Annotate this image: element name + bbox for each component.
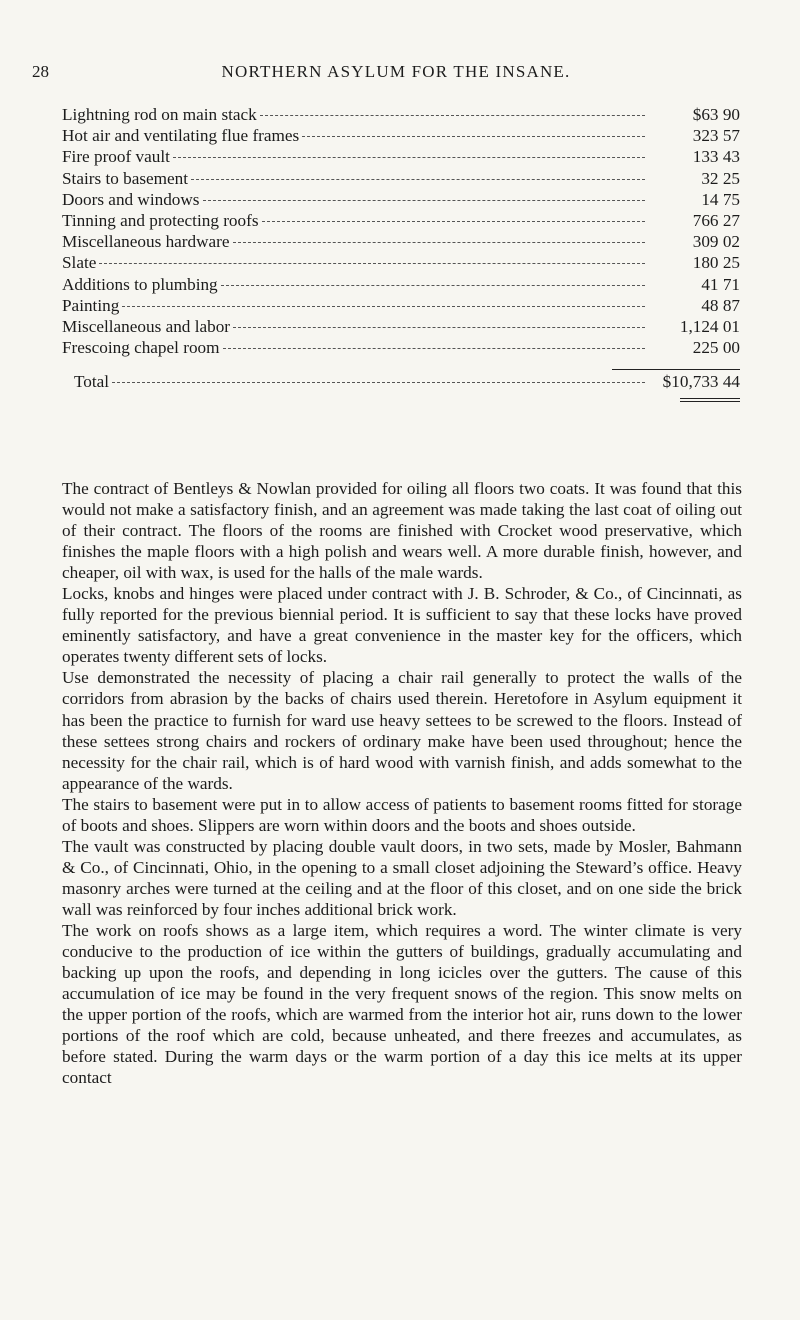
ledger-total-row [62,372,740,393]
dot-leader [233,327,645,328]
ledger-item-label: Miscellaneous and labor [62,316,231,336]
ledger-row [62,338,740,359]
paragraph: The vault was constructed by placing double vault doors, in two sets, made by Mosler, Bahmann & Co., of Cincinnati, Ohio, in the opening to a small closet adjoining the Steward’s office. Heavy masonry arches were turned at the ceiling and at the floor of this closet, and on one side the brick wall was reinforced by four inches additional brick work. [62,836,742,919]
ledger-row [62,126,740,147]
ledger-row [62,211,740,232]
double-rule [680,398,740,399]
ledger-row [62,253,740,274]
ledger-row [62,105,740,126]
ledger-item-label: Stairs to basement [62,168,189,188]
dot-leader [233,242,645,243]
ledger-row [62,317,740,338]
ledger-item-label: Fire proof vault [62,147,170,167]
ledger-item-label: Painting [62,295,120,315]
paragraph: Use demonstrated the necessity of placing a chair rail generally to protect the walls of the corridors from abrasion by the backs of chairs used therein. Heretofore in Asylum equipment it has been the practice to furnish for ward use heavy settees to be screwed to the floors. Instead of these settees strong chairs and rockers of ordinary make have been used throughout; hence the necessity for the chair rail, which is of hard wood with varnish finish, and adds somewhat to the appearance of the wards. [62,668,742,793]
ledger-item-amount: 323 57 [692,126,740,146]
dot-leader [99,263,645,264]
ledger-row [62,147,740,168]
dot-leader [122,306,645,307]
dot-leader [203,200,646,201]
ledger-row [62,232,740,253]
total-amount: $10,733 44 [662,372,740,392]
paragraph: The stairs to basement were put in to allow access of patients to basement rooms fitted for storage of boots and shoes. Slippers are worn within doors and the boots and shoes outside. [62,794,742,835]
ledger-item-label: Tinning and protecting roofs [62,210,259,230]
ledger-item-amount: 133 43 [692,147,740,167]
ledger-item-amount: 1,124 01 [679,316,740,336]
expense-ledger [62,105,740,402]
dot-leader [112,382,645,383]
ledger-item-label: Frescoing chapel room [62,338,220,358]
ledger-row [62,275,740,296]
ledger-item-amount: 309 02 [692,232,740,252]
paragraph: The work on roofs shows as a large item, which requires a word. The winter climate is very conducive to the production of ice within the gutters of buildings, gradually accumulating and backing up upon the roofs, and depending in long icicles over the gutters. The cause of this accumulation of ice may be found in the very frequent snows of the region. This snow melts on the upper portion of the roofs, which are warmed from the interior hot air, runs down to the lower portions of the roof which are cold, because unheated, and there freezes and accumulates, as before stated. During the warm days or the warm portion of a day this ice melts at its upper contact [62,920,742,1088]
body-text [62,478,742,1088]
ledger-item-amount: 14 75 [701,189,740,209]
dot-leader [191,179,645,180]
paragraph: Locks, knobs and hinges were placed under contract with J. B. Schroder, & Co., of Cincinnati, as fully reported for the previous biennial period. It is sufficient to say that these locks have proved eminently satisfactory, and have a great convenience in the master key for the officers, which operates twenty different sets of locks. [62,584,742,667]
ledger-row [62,169,740,190]
dot-leader [260,115,645,116]
ledger-item-label: Additions to plumbing [62,274,218,294]
ledger-item-label: Hot air and ventilating flue frames [62,126,300,146]
ledger-item-amount: 180 25 [692,253,740,273]
ledger-row [62,296,740,317]
ledger-item-amount: 48 87 [701,295,740,315]
ledger-item-amount: 32 25 [701,168,740,188]
double-rule [680,401,740,402]
ledger-item-amount: 766 27 [692,210,740,230]
sum-rule [612,369,740,370]
ledger-item-label: Miscellaneous hardware [62,232,230,252]
dot-leader [302,136,645,137]
paragraph: The contract of Bentleys & Nowlan provided for oiling all floors two coats. It was found that this would not make a satisfactory finish, and an agreement was made taking the last coat of oiling out of their contract. The floors of the rooms are finished with Crocket wood preservative, which finishes the maple floors with a high polish and wears well. A more durable finish, however, and cheaper, oil with wax, is used for the halls of the male wards. [62,479,742,583]
dot-leader [173,157,645,158]
ledger-item-amount: 41 71 [701,274,740,294]
ledger-item-label: Lightning rod on main stack [62,105,257,124]
dot-leader [262,221,645,222]
ledger-item-amount: $63 90 [692,105,740,124]
running-title: NORTHERN ASYLUM FOR THE INSANE. [221,62,571,81]
ledger-item-label: Doors and windows [62,189,200,209]
ledger-item-label: Slate [62,253,97,273]
ledger-row [62,190,740,211]
total-label: Total [74,372,110,392]
ledger-item-amount: 225 00 [692,338,740,358]
dot-leader [221,285,645,286]
running-header [32,62,760,86]
dot-leader [223,348,645,349]
page-number: 28 [32,62,49,81]
